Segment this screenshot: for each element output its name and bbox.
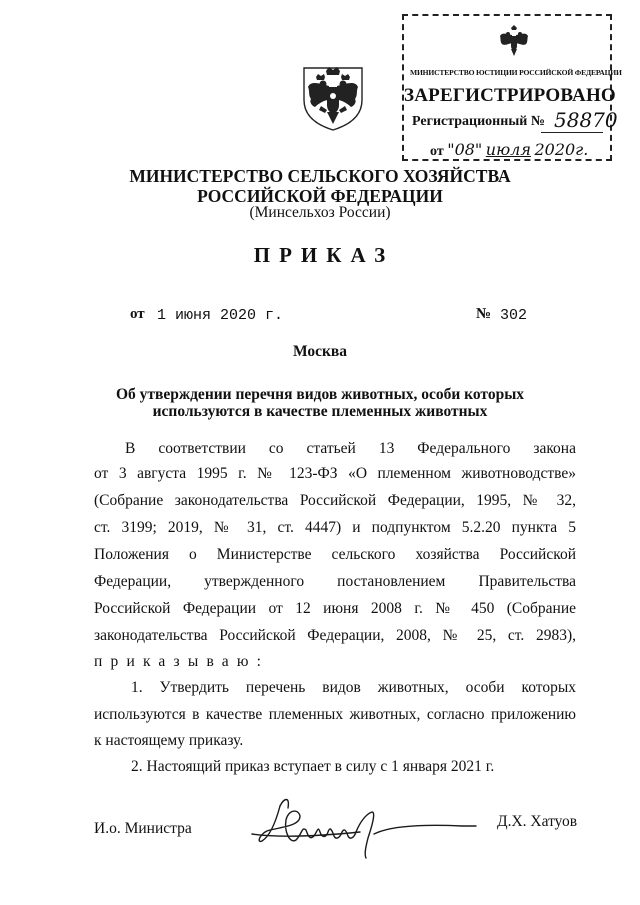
stamp-reg-underline — [541, 132, 603, 133]
order-date-label: от — [130, 306, 145, 322]
stamp-date-month: июля — [485, 140, 531, 159]
order-subject-line2: используются в качестве племенных животных — [152, 403, 488, 420]
issue-city: Москва — [292, 343, 348, 360]
preamble-line: Федерации, утвержденного постановлением Правительства — [94, 573, 576, 590]
stamp-date-prefix: от — [430, 144, 444, 159]
stamp-ministry-name: МИНИСТЕРСТВО ЮСТИЦИИ РОССИЙСКОЙ ФЕДЕРАЦИИ — [410, 68, 622, 77]
stamp-date-day: "08" — [447, 140, 483, 159]
preamble-line: от 3 августа 1995 г. № 123-ФЗ «О племенном животноводстве» — [94, 465, 576, 482]
stamp-status: ЗАРЕГИСТРИРОВАНО — [404, 85, 616, 106]
item1-line: 1. Утвердить перечень видов животных, особи которых — [131, 679, 576, 696]
order-word: приказываю: — [94, 653, 270, 670]
ministry-short-name: (Минсельхоз России) — [249, 204, 391, 221]
item1-line: используются в качестве племенных животных, согласно приложению — [94, 706, 576, 723]
preamble-line: Положения о Министерстве сельского хозяйства Российской — [94, 546, 576, 563]
registration-stamp — [402, 14, 622, 161]
item2-line: 2. Настоящий приказ вступает в силу с 1 января 2021 г. — [131, 758, 495, 775]
stamp-reg-number: 58870 — [554, 108, 618, 132]
preamble-line: (Собрание законодательства Российской Федерации, 1995, № 32, — [94, 492, 576, 509]
item1-line: к настоящему приказу. — [94, 732, 244, 749]
order-number: 302 — [500, 307, 528, 324]
signatory-name: Д.Х. Хатуов — [497, 813, 578, 830]
stamp-date — [430, 140, 588, 160]
preamble-line: законодательства Российской Федерации, 2008, № 25, ст. 2983), — [94, 627, 576, 644]
document-title: ПРИКАЗ — [253, 243, 395, 267]
signatory-title: И.о. Министра — [94, 820, 192, 837]
ministry-name-line2: РОССИЙСКОЙ ФЕДЕРАЦИИ — [197, 186, 443, 206]
order-number-label: № — [476, 306, 492, 322]
handwritten-signature — [240, 786, 490, 866]
ministry-name-line1: МИНИСТЕРСТВО СЕЛЬСКОГО ХОЗЯЙСТВА — [129, 166, 511, 186]
coat-of-arms-emblem — [296, 60, 370, 132]
stamp-date-year: 2020г. — [534, 140, 589, 159]
stamp-emblem-icon — [497, 24, 531, 58]
order-date: 1 июня 2020 г. — [157, 307, 284, 324]
stamp-reg-label: Регистрационный № — [412, 114, 545, 129]
order-subject-line1: Об утверждении перечня видов животных, особи которых — [115, 386, 525, 403]
preamble-line: ст. 3199; 2019, № 31, ст. 4447) и подпунктом 5.2.20 пункта 5 — [94, 519, 576, 536]
preamble-line: Российской Федерации от 12 июня 2008 г. № 450 (Собрание — [94, 600, 576, 617]
preamble-line: В соответствии со статьей 13 Федерального закона — [125, 440, 576, 457]
